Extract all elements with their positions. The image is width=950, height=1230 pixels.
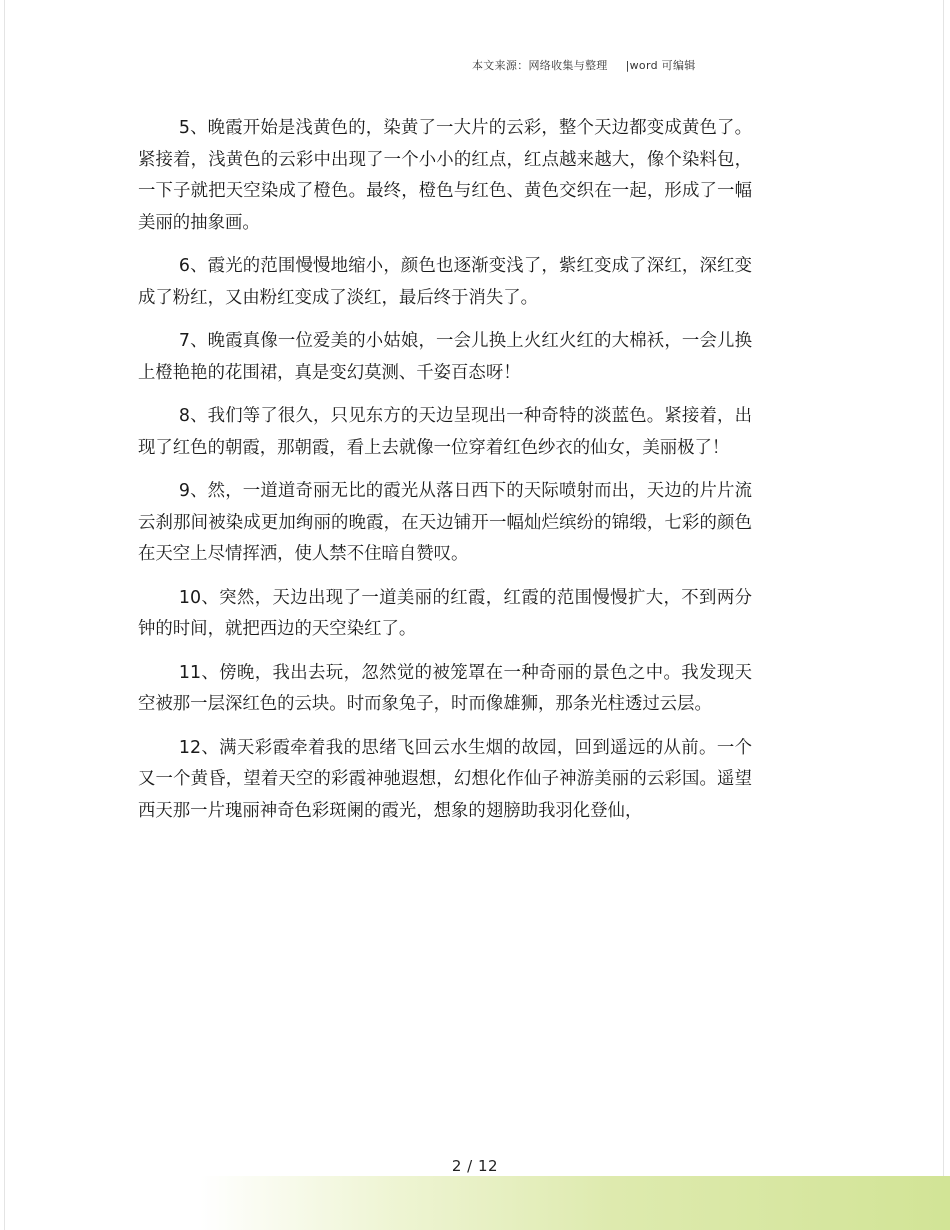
paragraph-11: 11、傍晚，我出去玩，忽然觉的被笼罩在一种奇丽的景色之中。我发现天空被那一层深红色的云块。时而象兔子，时而像雄狮，那条光柱透过云层。 bbox=[138, 662, 752, 714]
page-header bbox=[472, 57, 696, 73]
paragraph-5: 5、晚霞开始是浅黄色的，染黄了一大片的云彩，整个天边都变成黄色了。紧接着，浅黄色的云彩中出现了一个小小的红点，红点越来越大，像个染料包，一下子就把天空染成了橙色。最终，橙色与红色、黄色交织在一起，形成了一幅美丽的抽象画。 bbox=[138, 118, 752, 233]
page-left-border bbox=[4, 0, 5, 1230]
page-number: 2 / 12 bbox=[451, 1157, 499, 1175]
paragraph-12: 12、满天彩霞牵着我的思绪飞回云水生烟的故园，回到遥远的从前。一个又一个黄昏，望着天空的彩霞神驰遐想，幻想化作仙子神游美丽的云彩国。遥望西天那一片瑰丽神奇色彩斑阑的霞光，想象的翅膀助我羽化登仙， bbox=[138, 737, 752, 821]
page-right-border bbox=[943, 0, 944, 1230]
footer-decoration-band bbox=[200, 1176, 950, 1230]
document-body bbox=[138, 113, 752, 839]
paragraph-8: 8、我们等了很久，只见东方的天边呈现出一种奇特的淡蓝色。紧接着，出现了红色的朝霞，那朝霞，看上去就像一位穿着红色纱衣的仙女，美丽极了！ bbox=[138, 406, 752, 458]
header-source-label: 本文来源：网络收集与整理 bbox=[472, 59, 608, 72]
header-edit-label: |word 可编辑 bbox=[625, 59, 696, 72]
paragraph-6: 6、霞光的范围慢慢地缩小，颜色也逐渐变浅了，紫红变成了深红，深红变成了粉红，又由粉红变成了淡红，最后终于消失了。 bbox=[138, 256, 752, 308]
paragraph-10: 10、突然，天边出现了一道美丽的红霞，红霞的范围慢慢扩大，不到两分钟的时间，就把西边的天空染红了。 bbox=[138, 587, 752, 639]
paragraph-7: 7、晚霞真像一位爱美的小姑娘，一会儿换上火红火红的大棉袄，一会儿换上橙艳艳的花围裙，真是变幻莫测、千姿百态呀！ bbox=[138, 331, 752, 383]
paragraph-9: 9、然，一道道奇丽无比的霞光从落日西下的天际喷射而出，天边的片片流云刹那间被染成更加绚丽的晚霞，在天边铺开一幅灿烂缤纷的锦缎，七彩的颜色在天空上尽情挥洒，使人禁不住暗自赞叹。 bbox=[138, 481, 752, 564]
